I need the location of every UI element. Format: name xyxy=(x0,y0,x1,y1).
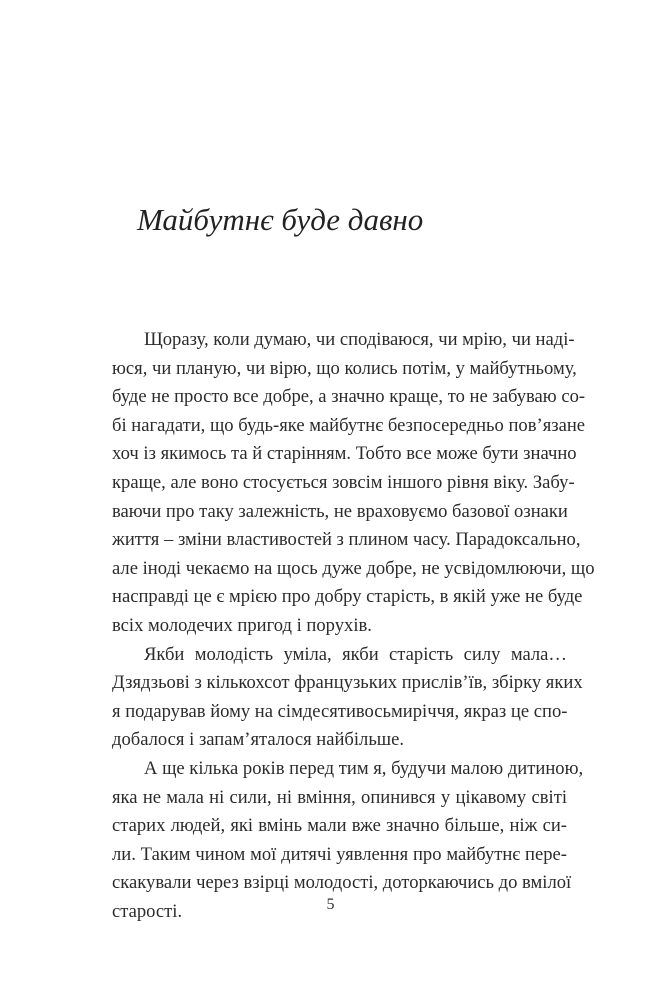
paragraph-1-line-8: життя – зміни властивостей з плином часу. Парадоксально, xyxy=(112,529,581,551)
paragraph-3-line-1: А ще кілька років перед тим я, будучи малою дитиною, xyxy=(144,757,584,779)
body-text xyxy=(112,326,595,926)
paragraph-3-line-2: яка не мала ні сили, ні вміння, опинився у цікавому світі xyxy=(112,786,567,808)
paragraph-1-line-4: бі нагадати, що будь-яке майбутнє безпосередньо пов’язане xyxy=(112,414,586,436)
paragraph-1-line-1: Щоразу, коли думаю, чи сподіваюся, чи мрію, чи наді- xyxy=(144,329,575,350)
paragraph-1-line-3: буде не просто все добре, а значно краще, то не забуваю со- xyxy=(112,386,586,408)
paragraph-3-line-6: старості. xyxy=(112,900,183,922)
paragraph-3-line-3: старих людей, які вмінь мали вже значно більше, ніж си- xyxy=(112,815,567,837)
paragraph-1-line-7: ваючи про таку залежність, не враховуємо базової ознаки xyxy=(112,500,568,522)
paragraph-1-line-6: краще, але воно стосується зовсім іншого рівня віку. Забу- xyxy=(112,471,575,493)
paragraph-3-line-5: скакували через взірці молодості, доторкаючись до вмілої xyxy=(112,872,572,894)
chapter-title: Майбутнє буде давно xyxy=(137,202,424,237)
paragraph-1-line-11: всіх молодечих пригод і порухів. xyxy=(112,614,372,636)
paragraph-1-line-9: але іноді чекаємо на щось дуже добре, не усвідомлюючи, що xyxy=(112,557,595,579)
paragraph-2-line-4: добалося і запам’яталося найбільше. xyxy=(112,729,405,751)
paragraph-2-line-2: Дзядзьові з кількохсот французьких прислів’їв, збірку яких xyxy=(112,672,583,694)
paragraph-1-line-2: юся, чи планую, чи вірю, що колись потім, у майбутньому, xyxy=(112,357,577,379)
paragraph-2-line-3: я подарував йому на сімдесятивосьмиріччя, якраз це спо- xyxy=(112,700,568,722)
paragraph-2-line-1: Якби молодість уміла, якби старість силу мала… xyxy=(144,643,567,665)
paragraph-1-line-5: хоч із якимось та й старінням. Тобто все може бути значно xyxy=(112,443,577,465)
page-number: 5 xyxy=(326,896,335,913)
paragraph-3-line-4: ли. Таким чином мої дитячі уявлення про майбутнє пере- xyxy=(112,843,567,865)
paragraph-1-line-10: насправді це є мрією про добру старість, в якій уже не буде xyxy=(112,586,583,608)
